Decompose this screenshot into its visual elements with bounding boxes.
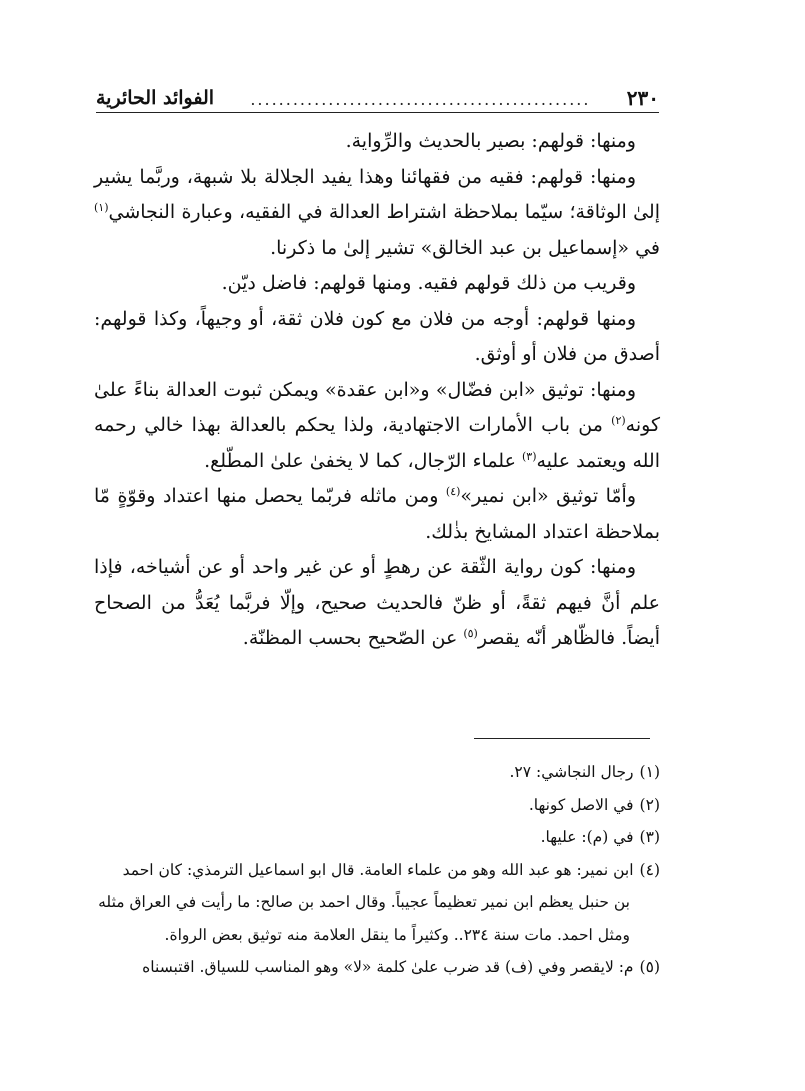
- running-header: [96, 82, 659, 113]
- paragraph: ومنها: قولهم: فقيه من فقهائنا وهذا يفيد الجلالة بلا شبهة، وربَّما يشير إلىٰ الوثاقة؛ سيّما بملاحظة اشتراط العدالة في الفقيه، وعبارة النجاشي$^{(١)}$ في «إسماعيل بن عبد الخالق» تشير إلىٰ ما ذكرنا.: [94, 165, 660, 259]
- paragraph: ومنها: توثيق «ابن فضّال» و«ابن عقدة» ويمكن ثبوت العدالة بناءً علىٰ كونه$^{(٢)}$ من باب الأمارات الاجتهادية، ولذا يحكم بالعدالة بهذا خالي رحمه الله ويعتمد عليه$^{(٣)}$ علماء الرّجال، كما لا يخفىٰ علىٰ المطّلع.: [94, 378, 660, 472]
- footnote-ref[interactable]: (٣): [521, 449, 537, 463]
- footnote-ref[interactable]: (١): [94, 201, 109, 214]
- footnote-ref[interactable]: (٤): [445, 485, 461, 498]
- footnote-number: (٤): [639, 860, 660, 879]
- main-text: [94, 124, 660, 657]
- footnote-ref[interactable]: (٢): [611, 414, 626, 427]
- footnote-number: (٣): [639, 828, 660, 846]
- footnote: (١)رجال النجاشي: ٢٧.: [509, 763, 660, 781]
- footnote-continuation: بن حنبل يعظم ابن نمير تعظيماً عجيباً. وقال احمد بن صالح: ما رأيت في العراق مثله: [98, 893, 630, 911]
- page-number: ٢٣٠: [626, 86, 659, 110]
- footnote-number: (٥): [639, 958, 660, 976]
- footnote-number: (١): [639, 763, 660, 781]
- footnotes: [94, 756, 660, 984]
- footnote-separator: [474, 738, 650, 739]
- paragraph: وأمّا توثيق «ابن نمير»$^{(٤)}$ ومن ماثله فربّما يحصل منها اعتداد وقوّةٍ مّا بملاحظة اعتداد المشايخ بذٰلك.: [94, 485, 660, 543]
- footnote: (٤)ابن نمير: هو عبد الله وهو من علماء العامة. قال ابو اسماعيل الترمذي: كان احمد: [122, 860, 660, 879]
- paragraph: ومنها قولهم: أوجه من فلان مع كون فلان ثقة، أو وجيهاً، وكذا قولهم: أصدق من فلان أو أوثق.: [94, 307, 660, 365]
- footnote-ref[interactable]: (٥): [463, 627, 478, 640]
- footnote: (٥)م: لايقصر وفي (ف) قد ضرب علىٰ كلمة «لا» وهو المناسب للسياق. اقتبسناه: [142, 958, 660, 976]
- footnote-number: (٢): [639, 795, 660, 814]
- leader-dots: ................................................: [250, 90, 591, 109]
- footnote-continuation: ومثل احمد. مات سنة ٢٣٤.. وكثيراً ما ينقل العلامة منه توثيق بعض الرواة.: [164, 925, 630, 944]
- paragraph: ومنها: قولهم: بصير بالحديث والرِّواية.: [345, 130, 636, 152]
- footnote: (٢)في الاصل كونها.: [528, 795, 660, 814]
- paragraph: وقريب من ذلك قولهم فقيه. ومنها قولهم: فاضل ديّن.: [221, 272, 636, 294]
- book-title: الفوائد الحائرية: [96, 87, 215, 109]
- paragraph: ومنها: كون رواية الثّقة عن رهطٍ أو عن غير واحد أو عن أشياخه، فإذا علم أنَّ فيهم ثقةً، أو ظنّ فالحديث صحيح، وإلّا فربَّما يُعَدُّ من الصحاح أيضاً. فالظّاهر أنّه يقصر$^{(٥)}$ عن الصّحيح بحسب المظنّة.: [94, 556, 660, 649]
- footnote: (٣)في (م): عليها.: [540, 828, 660, 846]
